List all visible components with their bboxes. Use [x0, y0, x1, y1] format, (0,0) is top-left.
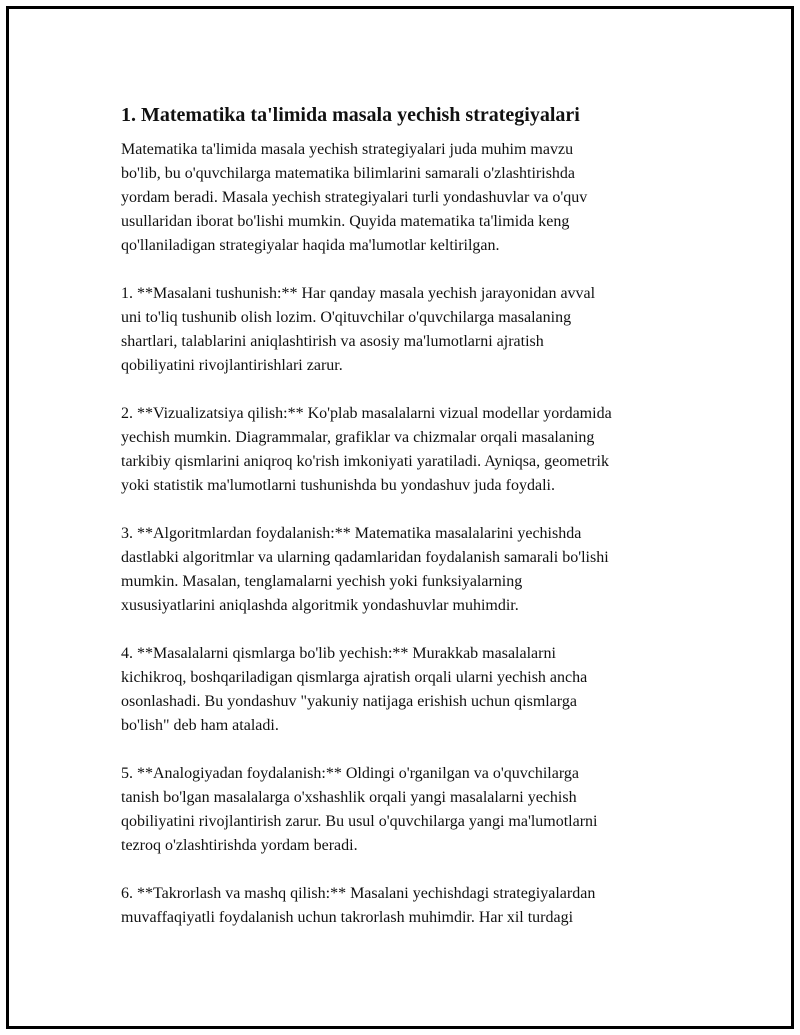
text-line: 3. **Algoritmlardan foydalanish:** Matematika masalalarini yechishda: [121, 525, 582, 542]
paragraph-strategy-4: [121, 642, 721, 738]
text-line: kichikroq, boshqariladigan qismlarga ajratish orqali ularni yechish ancha: [121, 669, 588, 686]
text-line: muvaffaqiyatli foydalanish uchun takrorlash muhimdir. Har xil turdagi: [121, 909, 574, 926]
text-line: 6. **Takrorlash va mashq qilish:** Masalani yechishdagi strategiyalardan: [121, 885, 596, 902]
text-line: 2. **Vizualizatsiya qilish:** Ko'plab masalalarni vizual modellar yordamida: [121, 405, 612, 422]
text-line: osonlashadi. Bu yondashuv "yakuniy natijaga erishish uchun qismlarga: [121, 693, 577, 710]
paragraph-strategy-2: [121, 402, 721, 498]
text-line: yoki statistik ma'lumotlarni tushunishda bu yondashuv juda foydali.: [121, 477, 555, 494]
text-line: uni to'liq tushunib olish lozim. O'qituvchilar o'quvchilarga masalaning: [121, 309, 572, 326]
page-frame: [6, 6, 794, 1029]
text-line: bo'lib, bu o'quvchilarga matematika bilimlarini samarali o'zlashtirishda: [121, 165, 576, 182]
paragraph-strategy-5: [121, 762, 721, 858]
text-line: qobiliyatini rivojlantirishlari zarur.: [121, 357, 343, 374]
text-line: Matematika ta'limida masala yechish strategiyalari juda muhim mavzu: [121, 141, 574, 158]
text-line: 4. **Masalalarni qismlarga bo'lib yechish:** Murakkab masalalarni: [121, 645, 556, 662]
paragraph-intro: [121, 138, 721, 258]
document-body: [121, 101, 721, 954]
text-line: yordam beradi. Masala yechish strategiyalari turli yondashuvlar va o'quv: [121, 189, 588, 206]
paragraph-strategy-3: [121, 522, 721, 618]
text-line: qo'llaniladigan strategiyalar haqida ma'lumotlar keltirilgan.: [121, 237, 500, 254]
paragraph-strategy-6: [121, 882, 721, 930]
text-line: dastlabki algoritmlar va ularning qadamlaridan foydalanish samarali bo'lishi: [121, 549, 609, 566]
text-line: tanish bo'lgan masalalarga o'xshashlik orqali yangi masalalarni yechish: [121, 789, 577, 806]
text-line: xususiyatlarini aniqlashda algoritmik yondashuvlar muhimdir.: [121, 597, 519, 614]
text-line: mumkin. Masalan, tenglamalarni yechish yoki funksiyalarning: [121, 573, 523, 590]
text-line: yechish mumkin. Diagrammalar, grafiklar va chizmalar orqali masalaning: [121, 429, 595, 446]
text-line: 5. **Analogiyadan foydalanish:** Oldingi o'rganilgan va o'quvchilarga: [121, 765, 579, 782]
text-line: tezroq o'zlashtirishda yordam beradi.: [121, 837, 358, 854]
text-line: tarkibiy qismlarini aniqroq ko'rish imkoniyati yaratiladi. Ayniqsa, geometrik: [121, 453, 609, 470]
text-line: qobiliyatini rivojlantirish zarur. Bu usul o'quvchilarga yangi ma'lumotlarni: [121, 813, 598, 830]
text-line: usullaridan iborat bo'lishi mumkin. Quyida matematika ta'limida keng: [121, 213, 570, 230]
text-line: 1. **Masalani tushunish:** Har qanday masala yechish jarayonidan avval: [121, 285, 596, 302]
text-line: shartlari, talablarini aniqlashtirish va asosiy ma'lumotlarni ajratish: [121, 333, 544, 350]
text-line: bo'lish" deb ham ataladi.: [121, 717, 279, 734]
document-title: 1. Matematika ta'limida masala yechish strategiyalari: [121, 104, 580, 126]
paragraph-strategy-1: [121, 282, 721, 378]
